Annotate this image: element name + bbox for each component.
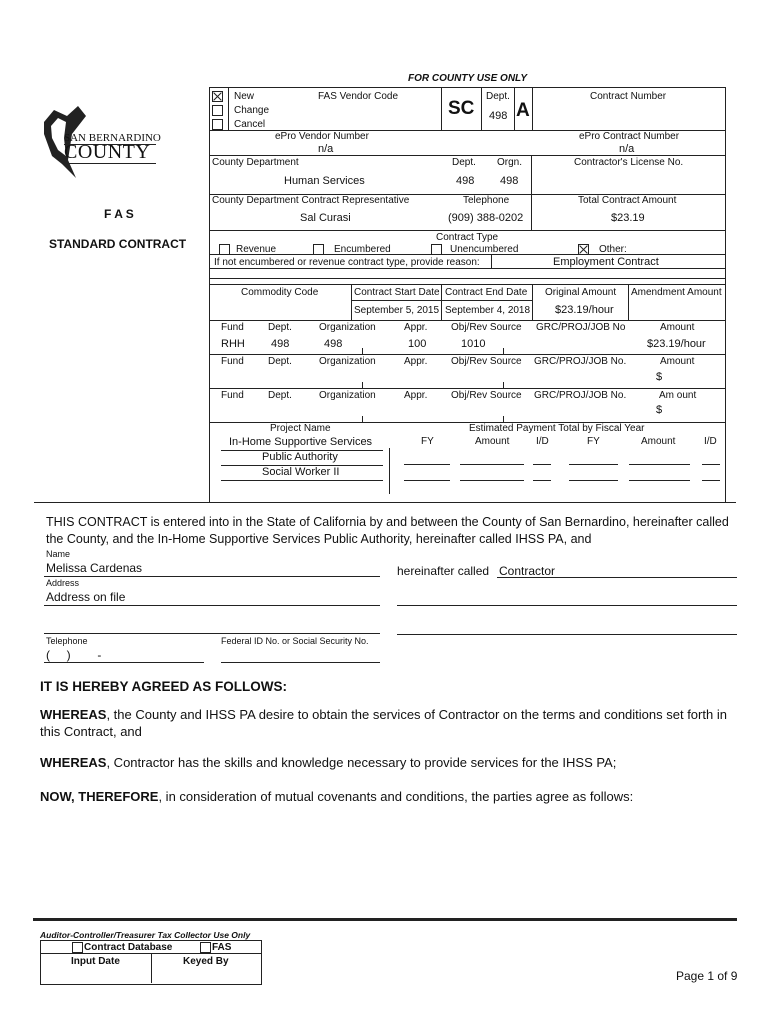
agreed-heading: IT IS HEREBY AGREED AS FOLLOWS: xyxy=(40,679,288,694)
end-date-value: September 4, 2018 xyxy=(445,305,531,316)
telephone-field-label: Telephone xyxy=(46,636,88,646)
fund-org-label-1: Organization xyxy=(319,322,376,333)
fund-appr-label-2: Appr. xyxy=(404,356,428,367)
auditor-label: Auditor-Controller/Treasurer Tax Collector Use Only xyxy=(40,930,251,940)
fund-amount-label-2: Amount xyxy=(660,356,695,367)
epro-vendor-label: ePro Vendor Number xyxy=(275,131,369,142)
epro-vendor-value: n/a xyxy=(318,143,334,155)
fund-grc-label-1: GRC/PROJ/JOB No xyxy=(536,322,626,333)
federal-id-label: Federal ID No. or Social Security No. xyxy=(221,636,369,646)
whereas-1: WHEREAS, the County and IHSS PA desire to obtain the services of Contractor on the terms and conditions set forth in this Contract, and xyxy=(40,707,727,739)
logo-text-line2: COUNTY xyxy=(64,141,151,163)
project-name-label: Project Name xyxy=(270,423,331,434)
logo-text-line1: SAN BERNARDINO xyxy=(64,132,161,144)
rep-label: County Department Contract Representative xyxy=(212,195,410,206)
fas-checkbox[interactable] xyxy=(200,942,211,953)
telephone-label: Telephone xyxy=(463,195,510,206)
cancel-label: Cancel xyxy=(234,119,266,130)
telephone-value: (909) 388-0202 xyxy=(448,212,524,224)
id-label-2: I/D xyxy=(704,436,717,447)
contractor-telephone: ( ) - xyxy=(46,648,102,662)
fy-label-1: FY xyxy=(421,436,434,447)
encumbered-label: Encumbered xyxy=(334,244,391,255)
whereas-2: WHEREAS, Contractor has the skills and knowledge necessary to provide services for the IHSS PA; xyxy=(40,755,617,770)
cancel-checkbox[interactable] xyxy=(212,119,223,130)
fas-label: F A S xyxy=(104,207,134,221)
contract-type-label: Contract Type xyxy=(436,232,499,243)
start-date-label: Contract Start Date xyxy=(354,287,440,298)
contract-database-label: Contract Database xyxy=(84,942,173,953)
dept-label-2: Dept. xyxy=(452,157,476,168)
now-therefore: NOW, THEREFORE, in consideration of mutual covenants and conditions, the parties agree as follows: xyxy=(40,789,634,804)
fas-vendor-code-label: FAS Vendor Code xyxy=(318,91,399,102)
intro-paragraph: THIS CONTRACT is entered into in the State of California by and between the County of San Bernardino, hereinafter called the County, and the In-Home Supportive Services Public Authority, hereinafter called IHSS PA, and xyxy=(46,515,729,546)
new-checkbox[interactable] xyxy=(212,91,223,102)
fund-obj-value-1: 1010 xyxy=(461,338,486,350)
change-label: Change xyxy=(234,105,270,116)
unencumbered-label: Unencumbered xyxy=(450,244,519,255)
contractor-called: Contractor xyxy=(499,564,556,578)
fund-label-2: Fund xyxy=(221,356,244,367)
fund-value-1: RHH xyxy=(221,338,245,350)
fund-dept-label-1: Dept. xyxy=(268,322,292,333)
page-number: Page 1 of 9 xyxy=(676,969,738,983)
epro-contract-value: n/a xyxy=(619,143,635,155)
commodity-code-label: Commodity Code xyxy=(241,287,319,298)
project-name-line3: Social Worker II xyxy=(262,466,340,478)
contractor-address: Address on file xyxy=(46,590,126,604)
license-label: Contractor's License No. xyxy=(574,157,684,168)
fund-appr-value-1: 100 xyxy=(408,338,427,350)
fund-dept-label-2: Dept. xyxy=(268,356,292,367)
amount-label-2: Amount xyxy=(641,436,676,447)
fund-amount-value-2: $ xyxy=(656,371,663,383)
input-date-label: Input Date xyxy=(71,956,120,967)
reason-label: If not encumbered or revenue contract type, provide reason: xyxy=(214,257,480,268)
project-name-line2: Public Authority xyxy=(262,451,338,463)
dept-label: Dept. xyxy=(486,91,510,102)
total-amount-value: $23.19 xyxy=(611,212,645,224)
fund-amount-label-3: Am ount xyxy=(659,390,697,401)
fund-obj-label-2: Obj/Rev Source xyxy=(451,356,522,367)
fund-dept-label-3: Dept. xyxy=(268,390,292,401)
address-label: Address xyxy=(46,578,80,588)
fund-appr-label-1: Appr. xyxy=(404,322,428,333)
orgn-value: 498 xyxy=(500,175,519,187)
fund-appr-label-3: Appr. xyxy=(404,390,428,401)
contractor-name: Melissa Cardenas xyxy=(46,561,143,575)
fund-label-3: Fund xyxy=(221,390,244,401)
for-county-use-only: FOR COUNTY USE ONLY xyxy=(408,73,528,84)
fund-grc-label-3: GRC/PROJ/JOB No. xyxy=(534,390,627,401)
standard-contract-label: STANDARD CONTRACT xyxy=(49,237,187,251)
fund-obj-label-3: Obj/Rev Source xyxy=(451,390,522,401)
estimated-payment-label: Estimated Payment Total by Fiscal Year xyxy=(469,423,645,434)
orgn-label: Orgn. xyxy=(497,157,523,168)
project-name-line1: In-Home Supportive Services xyxy=(229,436,373,448)
fund-amount-label-1: Amount xyxy=(660,322,695,333)
fund-org-label-2: Organization xyxy=(319,356,376,367)
other-label: Other: xyxy=(599,244,627,255)
new-label: New xyxy=(234,91,255,102)
other-reason-value: Employment Contract xyxy=(553,256,659,268)
start-date-value: September 5, 2015 xyxy=(354,305,440,316)
hereinafter-label: hereinafter called xyxy=(397,564,490,578)
fund-org-label-3: Organization xyxy=(319,390,376,401)
dept-value-2: 498 xyxy=(456,175,475,187)
keyed-by-label: Keyed By xyxy=(183,956,229,967)
fas-footer-label: FAS xyxy=(212,942,232,953)
fund-amount-value-3: $ xyxy=(656,404,663,416)
contract-number-label: Contract Number xyxy=(590,91,667,102)
county-dept-label: County Department xyxy=(212,157,299,168)
end-date-label: Contract End Date xyxy=(445,287,528,298)
county-dept-value: Human Services xyxy=(284,175,365,187)
original-amount-label: Original Amount xyxy=(545,287,617,298)
fy-label-2: FY xyxy=(587,436,600,447)
epro-contract-label: ePro Contract Number xyxy=(579,131,680,142)
fund-grc-label-2: GRC/PROJ/JOB No. xyxy=(534,356,627,367)
a-code: A xyxy=(516,100,530,121)
fund-obj-label-1: Obj/Rev Source xyxy=(451,322,522,333)
change-checkbox[interactable] xyxy=(212,105,223,116)
original-amount-value: $23.19/hour xyxy=(555,304,614,316)
fund-label-1: Fund xyxy=(221,322,244,333)
rep-value: Sal Curasi xyxy=(300,212,351,224)
sc-code: SC xyxy=(448,98,475,119)
fund-dept-value-1: 498 xyxy=(271,338,290,350)
amount-label-1: Amount xyxy=(475,436,510,447)
name-label: Name xyxy=(46,549,71,559)
total-amount-label: Total Contract Amount xyxy=(578,195,677,206)
revenue-label: Revenue xyxy=(236,244,277,255)
amendment-amount-label: Amendment Amount xyxy=(631,287,722,298)
fund-amount-value-1: $23.19/hour xyxy=(647,338,706,350)
dept-value: 498 xyxy=(489,110,508,122)
fund-org-value-1: 498 xyxy=(324,338,343,350)
id-label-1: I/D xyxy=(536,436,549,447)
contract-database-checkbox[interactable] xyxy=(72,942,83,953)
